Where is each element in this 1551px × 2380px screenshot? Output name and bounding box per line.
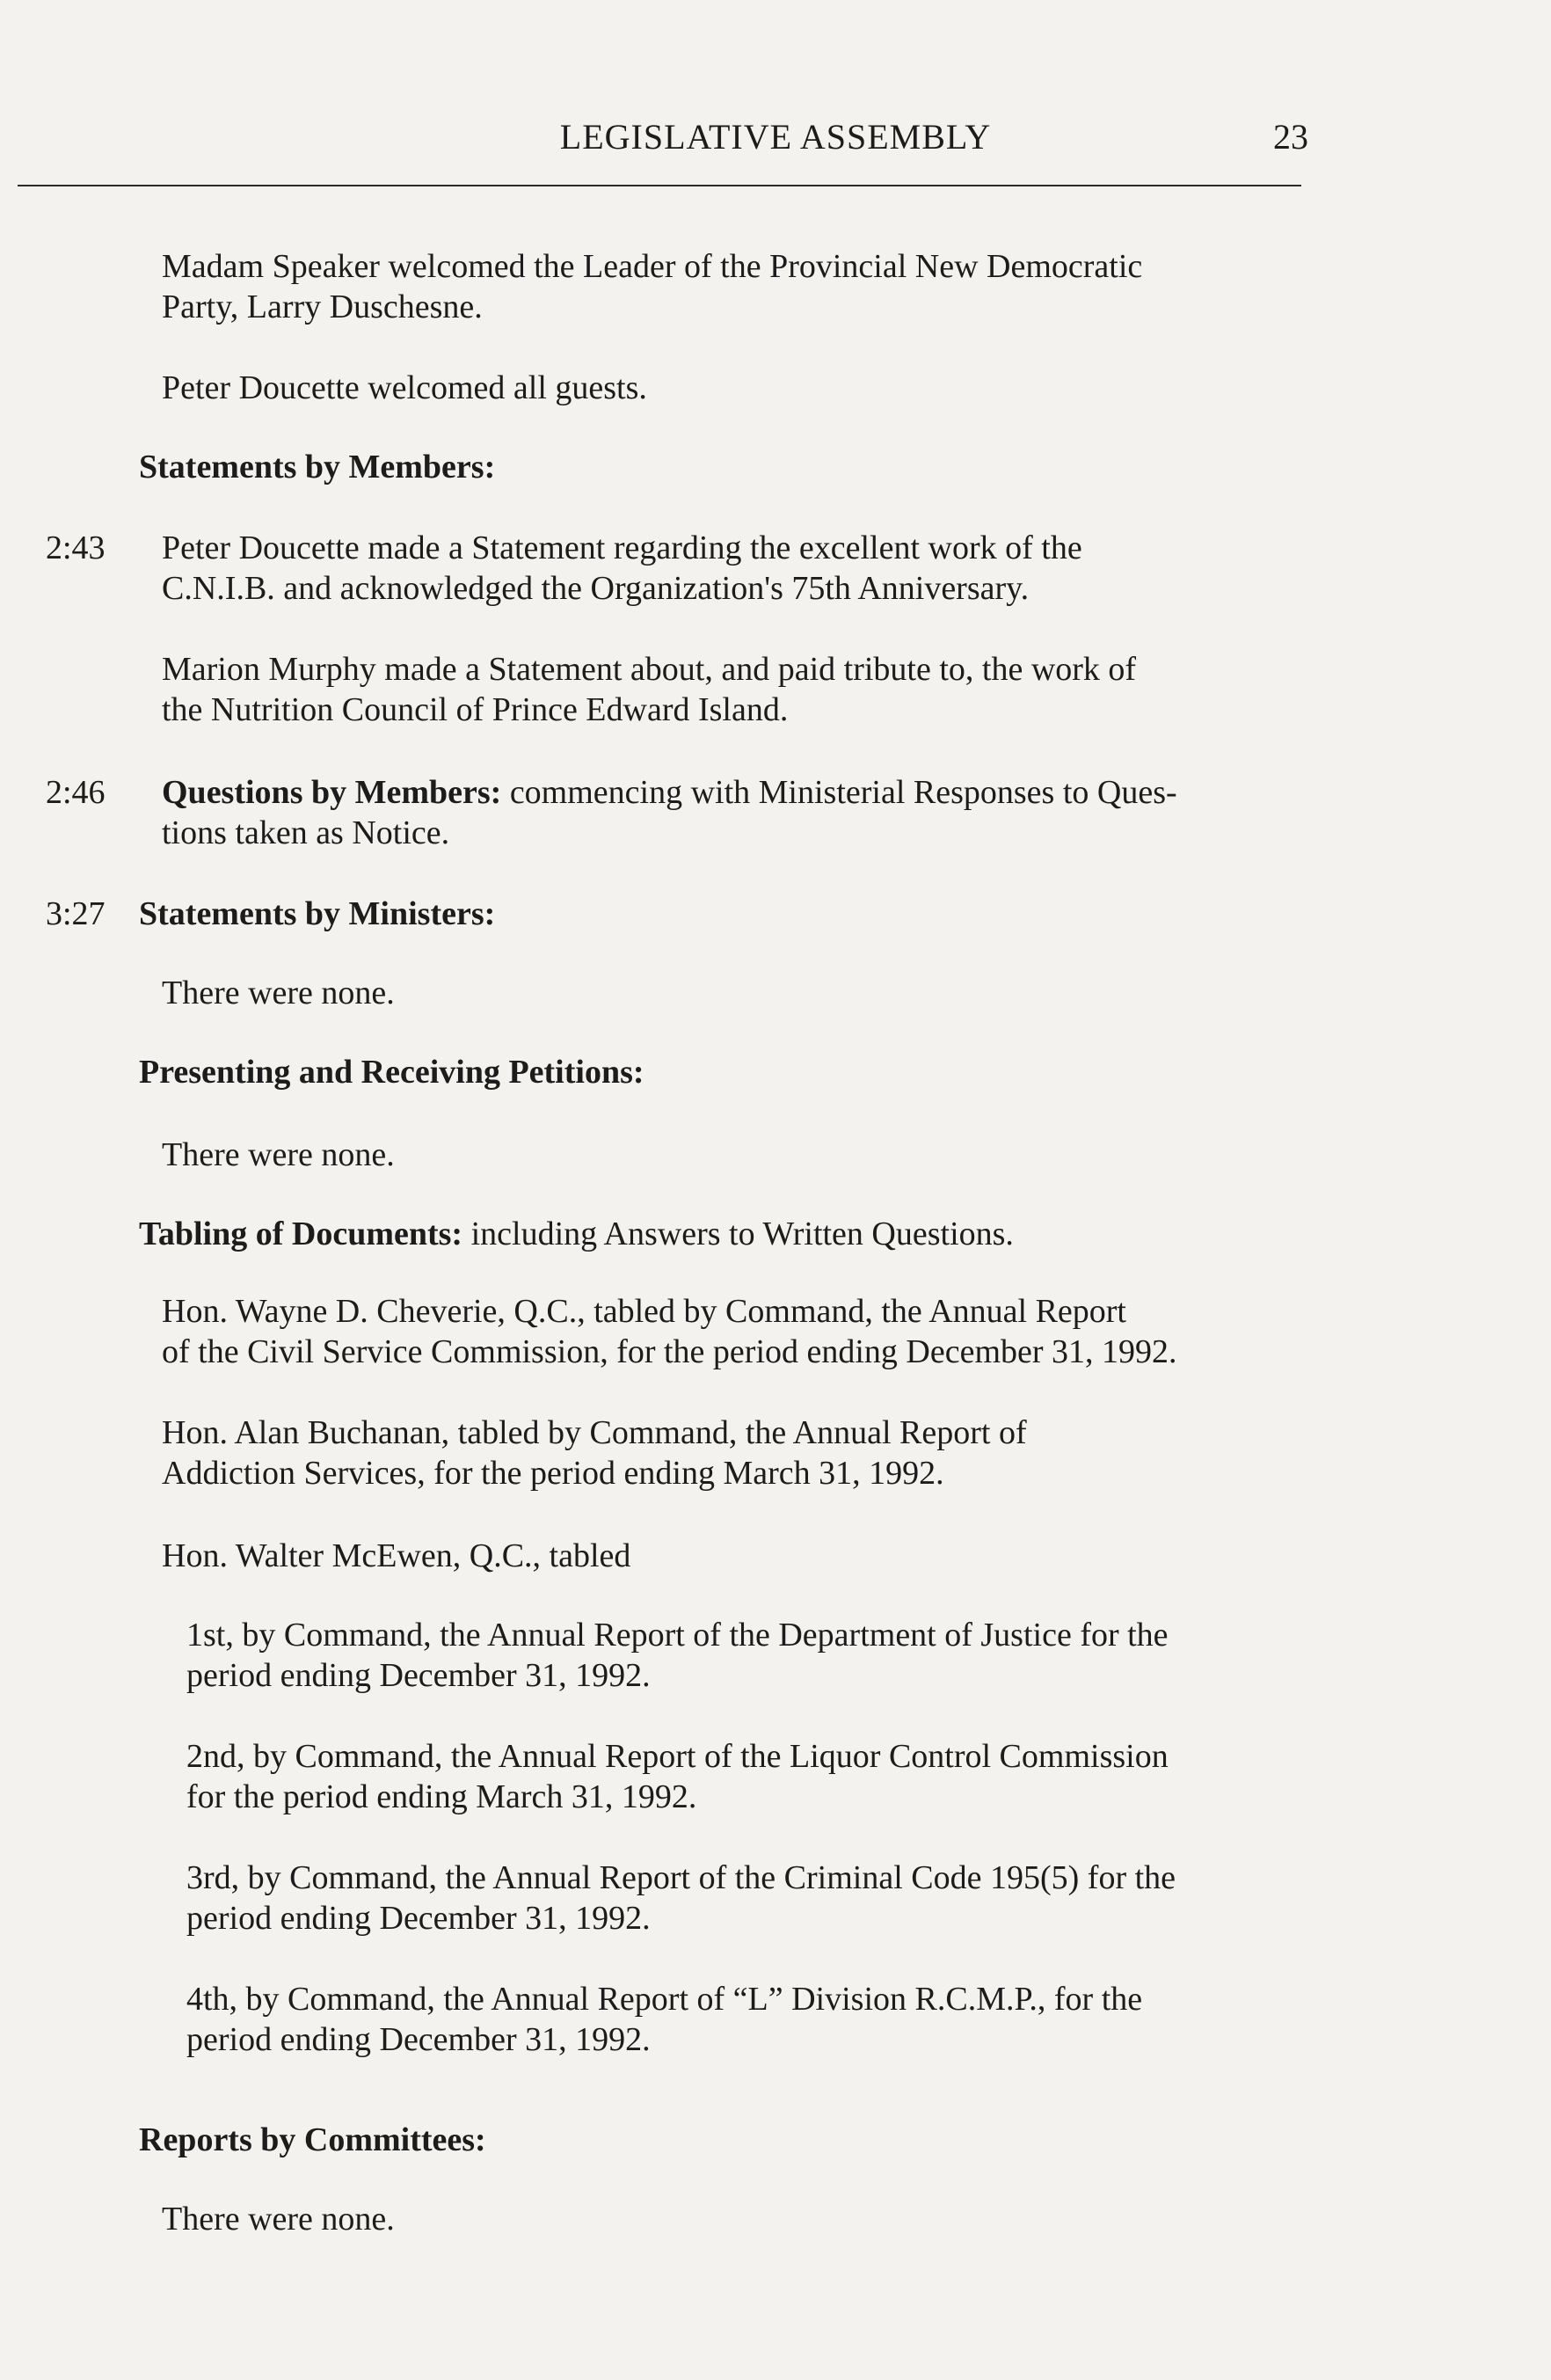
text-line: 3rd, by Command, the Annual Report of the Criminal Code 195(5) for the	[186, 1859, 1176, 1896]
statements-by-ministers-heading	[139, 894, 495, 934]
buchanan-paragraph	[162, 1413, 1027, 1493]
text-line: of the Civil Service Commission, for the period ending December 31, 1992.	[162, 1333, 1177, 1370]
tabling-of-documents-line	[139, 1214, 1014, 1254]
text-line: period ending December 31, 1992.	[186, 1657, 651, 1694]
no-statements-text: There were none.	[162, 975, 395, 1011]
time-marker: 2:46	[46, 774, 106, 811]
no-reports-text: There were none.	[162, 2201, 395, 2238]
tabling-text: including Answers to Written Questions.	[462, 1216, 1014, 1252]
text-line: Hon. Wayne D. Cheverie, Q.C., tabled by Command, the Annual Report	[162, 1293, 1126, 1330]
text-line: the Nutrition Council of Prince Edward Island.	[162, 691, 789, 728]
text-line: Peter Doucette made a Statement regarding the excellent work of the	[162, 529, 1082, 566]
tabled-item-3	[186, 1858, 1176, 1938]
welcome-guests-paragraph: Peter Doucette welcomed all guests.	[162, 369, 647, 406]
text-line: tions taken as Notice.	[162, 814, 450, 851]
tabled-item-4	[186, 1979, 1142, 2060]
welcome-ndp-paragraph	[162, 246, 1142, 327]
heading-text: Statements by Members:	[139, 449, 496, 485]
text-line: 2nd, by Command, the Annual Report of the Liquor Control Commission	[186, 1738, 1169, 1775]
cheverie-paragraph	[162, 1291, 1177, 1372]
statements-by-members-heading	[139, 447, 495, 487]
text-line: period ending December 31, 1992.	[186, 1900, 651, 1937]
tabled-item-2	[186, 1736, 1169, 1817]
murphy-statement-paragraph	[162, 649, 1136, 730]
heading-text: Statements by Ministers:	[139, 895, 496, 932]
text-line: period ending December 31, 1992.	[186, 2021, 651, 2058]
text-line: Party, Larry Duschesne.	[162, 288, 483, 325]
tabling-heading: Tabling of Documents:	[139, 1216, 463, 1252]
mcewen-line: Hon. Walter McEwen, Q.C., tabled	[162, 1537, 631, 1574]
page-number: 23	[1273, 117, 1308, 157]
text-line: Madam Speaker welcomed the Leader of the Provincial New Democratic	[162, 248, 1143, 285]
text-line: Addiction Services, for the period ending March 31, 1992.	[162, 1455, 944, 1492]
heading-text: Reports by Committees:	[139, 2121, 486, 2158]
tabled-item-1	[186, 1615, 1169, 1696]
time-marker: 2:43	[46, 529, 106, 566]
questions-by-members-paragraph	[162, 772, 1177, 853]
text-line: Marion Murphy made a Statement about, and paid tribute to, the work of	[162, 651, 1137, 688]
questions-text: commencing with Ministerial Responses to Ques-	[501, 774, 1177, 811]
doucette-statement-paragraph	[162, 528, 1082, 609]
reports-by-committees-heading	[139, 2120, 486, 2160]
text-line	[162, 772, 1177, 813]
text-line: Hon. Alan Buchanan, tabled by Command, the Annual Report of	[162, 1414, 1027, 1451]
text-line: 4th, by Command, the Annual Report of “L” Division R.C.M.P., for the	[186, 1981, 1143, 2018]
text-line: for the period ending March 31, 1992.	[186, 1778, 697, 1815]
questions-heading: Questions by Members:	[162, 774, 502, 811]
header-rule	[18, 185, 1301, 186]
running-header-title: LEGISLATIVE ASSEMBLY	[559, 117, 992, 157]
text-line: 1st, by Command, the Annual Report of the Department of Justice for the	[186, 1617, 1169, 1654]
petitions-heading	[139, 1052, 644, 1092]
no-petitions-text: There were none.	[162, 1136, 395, 1173]
heading-text: Presenting and Receiving Petitions:	[139, 1054, 644, 1091]
text-line: C.N.I.B. and acknowledged the Organization's 75th Anniversary.	[162, 570, 1030, 607]
time-marker: 3:27	[46, 895, 106, 932]
